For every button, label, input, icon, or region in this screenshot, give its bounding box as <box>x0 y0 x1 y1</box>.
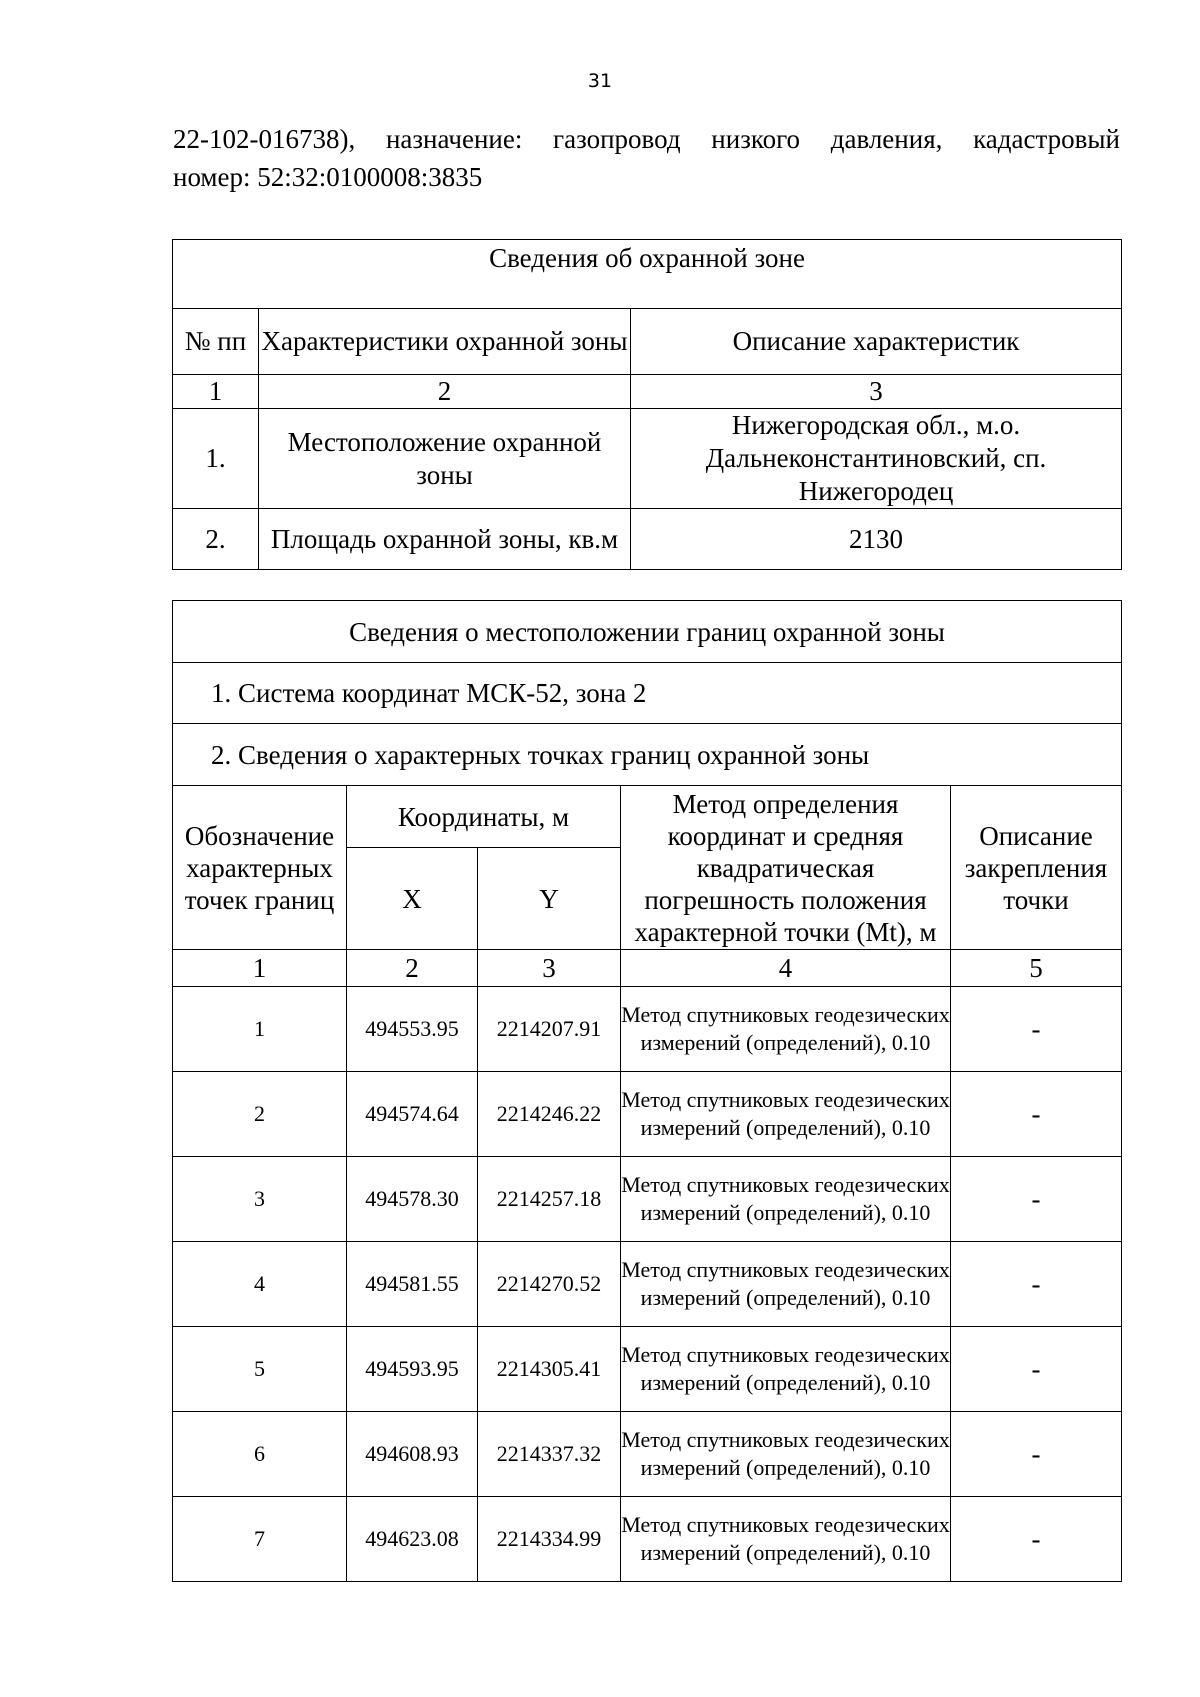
point-y: 2214270.52 <box>478 1242 621 1327</box>
header-index: 4 <box>621 950 951 987</box>
point-method: Метод спутниковых геодезических измерений (определений), 0.10 <box>621 1157 951 1242</box>
point-fixing: - <box>951 1157 1122 1242</box>
location-table-title: Сведения о местоположении границ охранной зоны <box>173 601 1122 663</box>
header-characteristic: Характеристики охранной зоны <box>259 309 631 375</box>
point-y: 2214246.22 <box>478 1072 621 1157</box>
header-method: Метод определения координат и средняя квадратическая погрешность положения характерной точки (Mt), м <box>621 786 951 950</box>
point-x: 494593.95 <box>347 1327 478 1412</box>
point-number: 7 <box>173 1497 347 1582</box>
table-row <box>173 409 1122 509</box>
row-description: 2130 <box>631 509 1122 570</box>
row-characteristic: Местоположение охранной зоны <box>259 409 631 509</box>
intro-word: низкого <box>711 124 801 154</box>
point-y: 2214337.32 <box>478 1412 621 1497</box>
row-number: 1. <box>173 409 259 509</box>
point-x: 494581.55 <box>347 1242 478 1327</box>
point-fixing: - <box>951 1242 1122 1327</box>
point-number: 4 <box>173 1242 347 1327</box>
header-fixing: Описание закрепления точки <box>951 786 1122 950</box>
coordinate-system: 1. Система координат МСК-52, зона 2 <box>173 663 1122 724</box>
point-x: 494553.95 <box>347 987 478 1072</box>
intro-paragraph <box>173 120 1120 196</box>
header-index: 2 <box>347 950 478 987</box>
table-row <box>173 509 1122 570</box>
header-index: 3 <box>478 950 621 987</box>
table-row <box>173 1497 1122 1582</box>
protection-zone-table <box>172 239 1122 570</box>
point-fixing: - <box>951 1072 1122 1157</box>
point-x: 494574.64 <box>347 1072 478 1157</box>
point-method: Метод спутниковых геодезических измерений (определений), 0.10 <box>621 1497 951 1582</box>
point-y: 2214257.18 <box>478 1157 621 1242</box>
point-method: Метод спутниковых геодезических измерений (определений), 0.10 <box>621 1242 951 1327</box>
row-description: Нижегородская обл., м.о. Дальнеконстантиновский, сп. Нижегородец <box>631 409 1122 509</box>
point-method: Метод спутниковых геодезических измерений (определений), 0.10 <box>621 1072 951 1157</box>
points-section-title: 2. Сведения о характерных точках границ охранной зоны <box>173 724 1122 786</box>
point-number: 1 <box>173 987 347 1072</box>
point-x: 494608.93 <box>347 1412 478 1497</box>
point-fixing: - <box>951 1412 1122 1497</box>
header-x: X <box>347 848 478 950</box>
header-index: 5 <box>951 950 1122 987</box>
intro-word: давления, <box>830 124 943 154</box>
row-characteristic: Площадь охранной зоны, кв.м <box>259 509 631 570</box>
point-method: Метод спутниковых геодезических измерений (определений), 0.10 <box>621 1412 951 1497</box>
intro-word: кадастровый <box>973 124 1120 154</box>
point-number: 5 <box>173 1327 347 1412</box>
header-description: Описание характеристик <box>631 309 1122 375</box>
point-method: Метод спутниковых геодезических измерений (определений), 0.10 <box>621 987 951 1072</box>
header-number: № пп <box>173 309 259 375</box>
point-y: 2214305.41 <box>478 1327 621 1412</box>
header-index: 3 <box>631 375 1122 409</box>
point-number: 6 <box>173 1412 347 1497</box>
intro-word: газопровод <box>553 124 681 154</box>
header-index: 1 <box>173 950 347 987</box>
intro-line-2: номер: 52:32:0100008:3835 <box>173 162 483 192</box>
table-row <box>173 1327 1122 1412</box>
table-row <box>173 1242 1122 1327</box>
table-row <box>173 1157 1122 1242</box>
point-y: 2214334.99 <box>478 1497 621 1582</box>
point-fixing: - <box>951 1327 1122 1412</box>
point-x: 494623.08 <box>347 1497 478 1582</box>
table-row <box>173 1072 1122 1157</box>
table-row <box>173 1412 1122 1497</box>
table-row <box>173 987 1122 1072</box>
intro-word: назначение: <box>385 124 523 154</box>
point-number: 3 <box>173 1157 347 1242</box>
point-number: 2 <box>173 1072 347 1157</box>
point-method: Метод спутниковых геодезических измерений (определений), 0.10 <box>621 1327 951 1412</box>
point-y: 2214207.91 <box>478 987 621 1072</box>
page-number: 31 <box>587 70 613 92</box>
intro-word: 22-102-016738), <box>173 124 356 154</box>
header-index: 2 <box>259 375 631 409</box>
intro-line-1 <box>173 120 1120 158</box>
header-y: Y <box>478 848 621 950</box>
boundary-location-table <box>172 600 1122 1582</box>
header-index: 1 <box>173 375 259 409</box>
point-fixing: - <box>951 987 1122 1072</box>
zone-table-title: Сведения об охранной зоне <box>173 240 1122 309</box>
header-designation: Обозначение характерных точек границ <box>173 786 347 950</box>
point-x: 494578.30 <box>347 1157 478 1242</box>
point-fixing: - <box>951 1497 1122 1582</box>
header-coordinates: Координаты, м <box>347 786 621 848</box>
row-number: 2. <box>173 509 259 570</box>
